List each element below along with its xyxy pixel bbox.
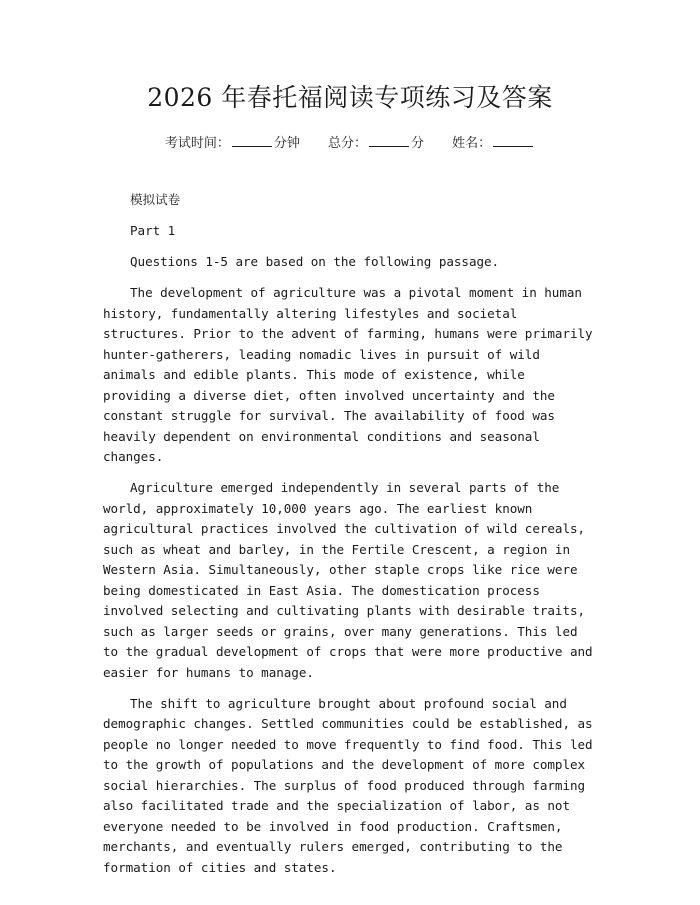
total-score-blank	[369, 134, 409, 147]
question-instructions: Questions 1-5 are based on the following passage.	[130, 254, 500, 269]
passage-paragraph: The development of agriculture was a pivotal moment in human history, fundamentally altering lifestyles and societal structures. Prior to the advent of farming, humans were primarily hunter-gatherers, leading nomadic lives in pursuit of wild animals and edible plants. This mode of existence, while providing a diverse diet, often involved uncertainty and the constant struggle for survival. The availability of food was heavily dependent on environmental conditions and seasonal changes.	[103, 285, 593, 464]
name-blank	[493, 134, 533, 147]
exam-time-blank	[232, 134, 272, 147]
section-label: 模拟试卷	[130, 192, 181, 207]
document-title: 2026 年春托福阅读专项练习及答案	[147, 83, 553, 112]
exam-time-field	[165, 132, 300, 151]
name-label: 姓名：	[452, 136, 492, 151]
part-label: Part 1	[130, 223, 176, 238]
passage-paragraph: Agriculture emerged independently in several parts of the world, approximately 10,000 years ago. The earliest known agricultural practices involved the cultivation of wild cereals, such as wheat and barley, in the Fertile Crescent, a region in Western Asia. Simultaneously, other staple crops like rice were being domesticated in East Asia. The domestication process involved selecting and cultivating plants with desirable traits, such as larger seeds or grains, over many generations. This led to the gradual development of crops that were more productive and easier for humans to manage.	[103, 480, 593, 680]
passage-paragraph: The shift to agriculture brought about profound social and demographic changes. Settled communities could be established, as people no longer needed to move frequently to find food. This led to the growth of populations and the development of more complex social hierarchies. The surplus of food produced through farming also facilitated trade and the specialization of labor, as not everyone needed to be involved in food production. Craftsmen, merchants, and eventually rulers emerged, contributing to the formation of cities and states.	[103, 695, 593, 875]
total-score-unit: 分	[411, 136, 425, 151]
exam-meta-line	[0, 132, 700, 151]
total-score-field	[328, 132, 424, 151]
exam-time-unit: 分钟	[273, 136, 300, 151]
document-body	[103, 190, 600, 889]
total-score-label: 总分：	[327, 136, 367, 151]
exam-time-label: 考试时间：	[164, 136, 230, 151]
name-field	[452, 132, 535, 151]
